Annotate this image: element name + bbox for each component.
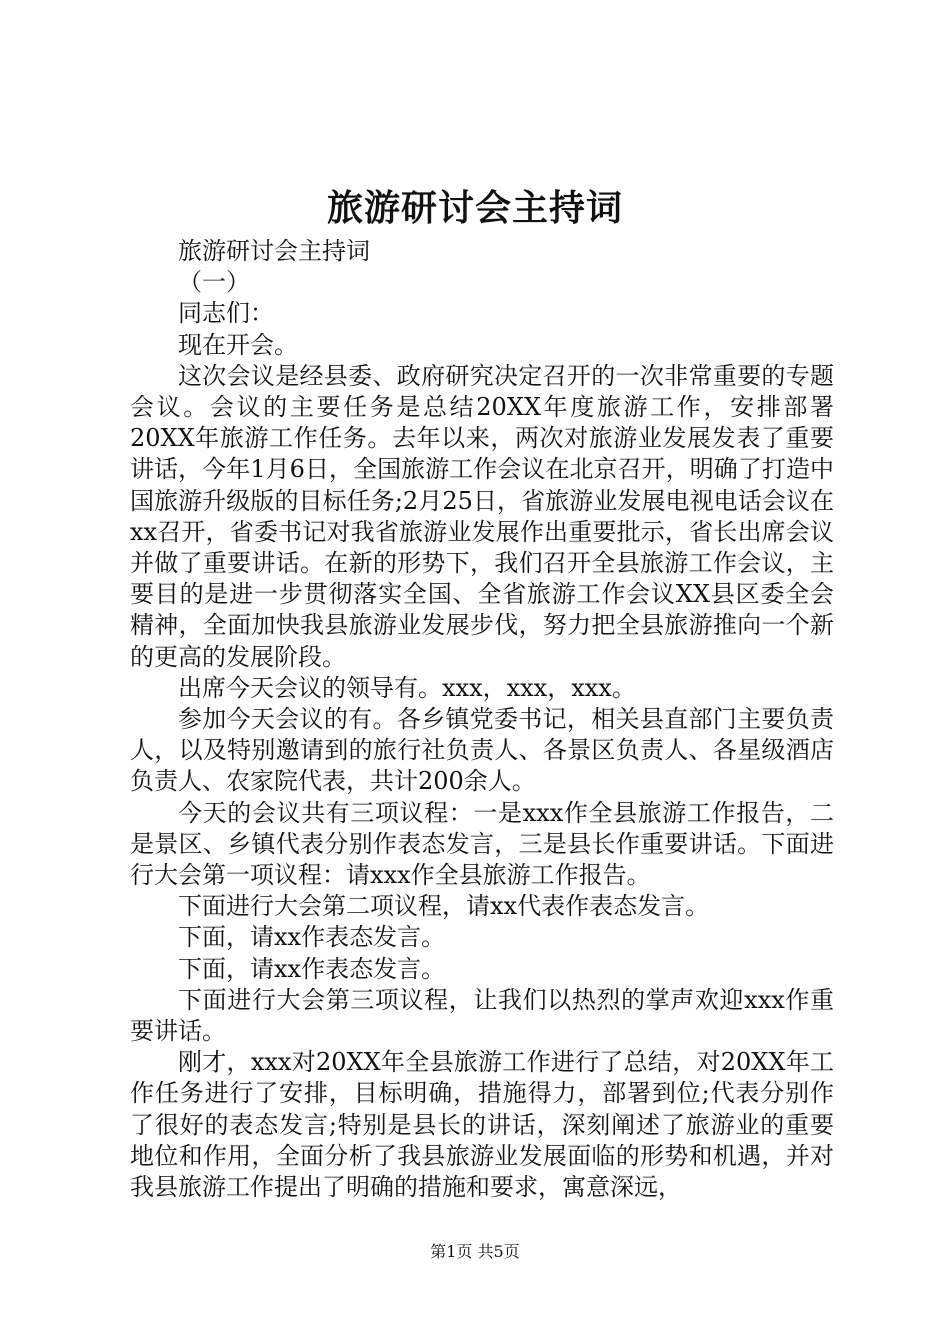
paragraph: 下面进行大会第二项议程，请xx代表作表态发言。 — [178, 892, 710, 921]
paragraph: 刚才，xxx对20XX年全县旅游工作进行了总结，对20XX年工作任务进行了安排，目标明确，措施得力，部署到位;代表分别作了很好的表态发言;特别是县长的讲话，深刻阐述了旅游业的重要地位和作用，全面分析了我县旅游业发展面临的形势和机遇，并对我县旅游工作提出了明确的措施和要求，寓意深远， — [130, 1048, 834, 1202]
paragraph: 现在开会。 — [178, 330, 298, 359]
paragraph: 这次会议是经县委、政府研究决定召开的一次非常重要的专题会议。会议的主要任务是总结20XX年度旅游工作，安排部署20XX年旅游工作任务。去年以来，两次对旅游业发展发表了重要讲话，今年1月6日，全国旅游工作会议在北京召开，明确了打造中国旅游升级版的目标任务;2月25日，省旅游业发展电视电话会议在xx召开，省委书记对我省旅游业发展作出重要批示，省长出席会议并做了重要讲话。在新的形势下，我们召开全县旅游工作会议，主要目的是进一步贯彻落实全国、全省旅游工作会议XX县区委全会精神，全面加快我县旅游业发展步伐，努力把全县旅游推向一个新的更高的发展阶段。 — [130, 361, 834, 671]
paragraph: 下面，请xx作表态发言。 — [178, 923, 446, 952]
paragraph: （一） — [178, 268, 250, 297]
paragraph: 旅游研讨会主持词 — [178, 237, 370, 265]
page-footer: 第1页 共5页 — [430, 1242, 520, 1261]
paragraph: 下面，请xx作表态发言。 — [178, 954, 446, 983]
paragraph: 参加今天会议的有。各乡镇党委书记，相关县直部门主要负责人，以及特别邀请到的旅行社负责人、各景区负责人、各星级酒店负责人、农家院代表，共计200余人。 — [130, 705, 834, 796]
document-body — [130, 236, 834, 1203]
paragraph: 出席今天会议的领导有。xxx，xxx，xxx。 — [178, 673, 636, 702]
paragraph: 同志们： — [178, 299, 274, 328]
paragraph: 下面进行大会第三项议程，让我们以热烈的掌声欢迎xxx作重要讲话。 — [130, 985, 834, 1046]
document-title: 旅游研讨会主持词 — [326, 187, 623, 229]
paragraph: 今天的会议共有三项议程：一是xxx作全县旅游工作报告，二是景区、乡镇代表分别作表态发言，三是县长作重要讲话。下面进行大会第一项议程：请xxx作全县旅游工作报告。 — [130, 798, 834, 890]
